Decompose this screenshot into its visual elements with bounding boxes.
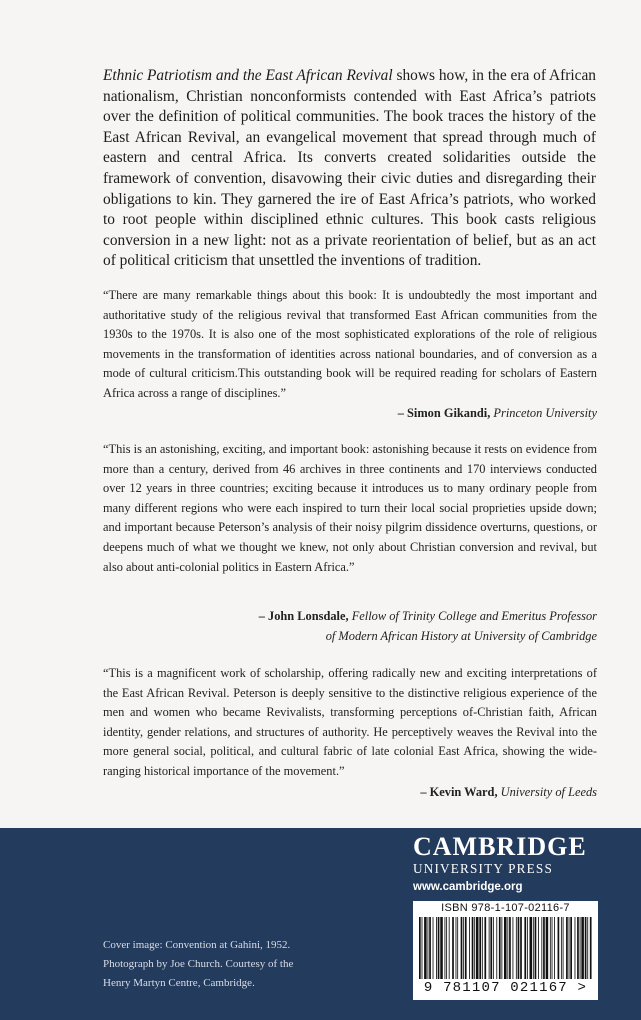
barcode-bar (587, 917, 588, 979)
barcode-bar (541, 917, 542, 979)
barcode-bar (530, 917, 533, 979)
barcode-bar (581, 917, 584, 979)
barcode-bar (463, 917, 464, 979)
cover-image-credit (103, 936, 333, 993)
barcode-bar (580, 917, 581, 979)
barcode-bar (504, 917, 507, 979)
barcode-bar (520, 917, 522, 979)
endorsement-attribution-3 (103, 782, 597, 802)
publisher-logo-subtitle: UNIVERSITY PRESS (413, 861, 553, 876)
barcode-bar (484, 917, 486, 979)
book-description (103, 66, 596, 272)
barcode-bar (476, 917, 479, 979)
endorser-affiliation: Princeton University (493, 406, 597, 420)
barcode-bar (457, 917, 458, 979)
endorsement-attribution-1 (103, 403, 597, 423)
barcode-bar (509, 917, 511, 979)
barcode-bar (438, 917, 440, 979)
isbn-label: ISBN 978-1-107-02116-7 (441, 902, 570, 914)
barcode-bar (590, 917, 592, 979)
barcode-bar (561, 917, 562, 979)
barcode-bar (452, 917, 454, 979)
credit-line-3: Henry Martyn Centre, Cambridge. (103, 977, 255, 989)
barcode-bar (474, 917, 475, 979)
barcode-bar (479, 917, 481, 979)
barcode-digits: 9 781107 021167 > (423, 980, 588, 996)
barcode-bar (566, 917, 568, 979)
publisher-band (0, 828, 641, 1020)
barcode-bar (446, 917, 447, 979)
barcode-bar (482, 917, 483, 979)
barcode-bar (558, 917, 560, 979)
barcode-bar (577, 917, 579, 979)
barcode-bar (489, 917, 490, 979)
barcode-bar (456, 917, 457, 979)
barcode-bar (550, 917, 551, 979)
barcode-bar (570, 917, 572, 979)
barcode-bar (575, 917, 576, 979)
barcode-bar (422, 917, 423, 979)
barcode-bar (543, 917, 545, 979)
barcode-bar (433, 917, 434, 979)
endorser-name: – John Lonsdale, (258, 609, 352, 623)
barcode-bar (546, 917, 549, 979)
barcode-bar (538, 917, 539, 979)
endorsement-attribution-2 (103, 606, 597, 646)
barcode-bar (472, 917, 474, 979)
barcode-bar (513, 917, 514, 979)
barcode-bar (535, 917, 537, 979)
barcode-bar (516, 917, 517, 979)
barcode-bar (533, 917, 534, 979)
barcode-bar (554, 917, 555, 979)
endorser-name: – Simon Gikandi, (397, 406, 494, 420)
barcode-bar (552, 917, 553, 979)
endorsement-quote-3: “This is a magnificent work of scholarship, offering radically new and exciting interpretations of the East African Revival. Peterson is deeply sensitive to the distinctive religious experience of the men and women who became Revivalists, transforming perceptions of-Christian faith, African identity, gender relations, and structures of authority. He perceptively weaves the Revival into the more general social, political, and cultural fabric of late colonial East Africa, showing the wide-ranging historical importance of the movement.” (103, 666, 597, 778)
barcode-bar (493, 917, 494, 979)
book-description-text: shows how, in the era of African nationalism, Christian nonconformists contended with East Africa’s patriots over the definition of political communities. The book traces the history of the East African Revival, an evangelical movement that spread through much of eastern and central Africa. Its converts created solidarities outside the framework of convention, disavowing their civic duties and disregarding their obligations to kin. They garnered the ire of East Africa’s patriots, who worked to root people within disciplined ethnic cultures. This book casts religious conversion in a new light: not as a private reorientation of belief, but as an act of political criticism that unsettled the inventions of tradition. (103, 67, 596, 270)
endorser-affiliation: Fellow of Trinity College and Emeritus Professor (351, 609, 597, 623)
endorser-name: – Kevin Ward, (420, 785, 501, 799)
endorser-affiliation-line-2: of Modern African History at University of Cambridge (325, 629, 597, 643)
endorsement-quote-1: “There are many remarkable things about this book: It is undoubtedly the most important and authoritative study of the religious revival that transformed East African communities from the 1930s to the 1970s. It is also one of the most sophisticated explorations of the role of religious movements in the transformation of identities across national boundaries, and of conversion as a mode of cultural criticism.This outstanding book will be required reading for scholars of Eastern Africa across a range of disciplines.” (103, 288, 597, 400)
barcode-bar (436, 917, 437, 979)
barcode-bar (496, 917, 497, 979)
endorser-affiliation: University of Leeds (500, 785, 597, 799)
barcode-bar (518, 917, 520, 979)
barcode-bar (507, 917, 508, 979)
isbn-barcode (413, 901, 598, 1000)
publisher-logo-name: CAMBRIDGE (413, 832, 587, 861)
barcode-bar (569, 917, 570, 979)
barcode-bar (563, 917, 564, 979)
barcode-bar (527, 917, 528, 979)
barcode-bar (501, 917, 502, 979)
barcode-bar (429, 917, 431, 979)
barcode-bar (499, 917, 501, 979)
barcode-bar (465, 917, 467, 979)
barcode-bar (490, 917, 492, 979)
barcode-bar (424, 917, 427, 979)
book-title: Ethnic Patriotism and the East African Revival (103, 67, 393, 84)
barcode-bar (440, 917, 443, 979)
barcode-bar (524, 917, 526, 979)
credit-line-1: Cover image: Convention at Gahini, 1952. (103, 939, 291, 951)
credit-line-2: Photograph by Joe Church. Courtesy of the (103, 958, 294, 970)
barcode-bar (428, 917, 429, 979)
barcode-bar (449, 917, 450, 979)
barcode-bar (461, 917, 463, 979)
endorsement-quote-2: “This is an astonishing, exciting, and important book: astonishing because it rests on evidence from more than a century, derived from 46 archives in three continents and 170 interviews conducted over 12 years in three countries; exciting because it introduces us to many ordinary people from many different regions who were each inspired to turn their local social proprieties upside down; and important because Peterson’s analysis of their noisy pilgrim dissidence overturns, questions, or deepens much of what we thought we knew, not only about Christian conversion and revival, but also about anti-colonial politics in Eastern Africa.” (103, 442, 597, 574)
barcode-bar (469, 917, 470, 979)
barcode-bars (417, 917, 594, 979)
barcode-bar (445, 917, 446, 979)
publisher-url: www.cambridge.org (413, 881, 523, 893)
barcode-bar (585, 917, 587, 979)
barcode-bar (419, 917, 421, 979)
